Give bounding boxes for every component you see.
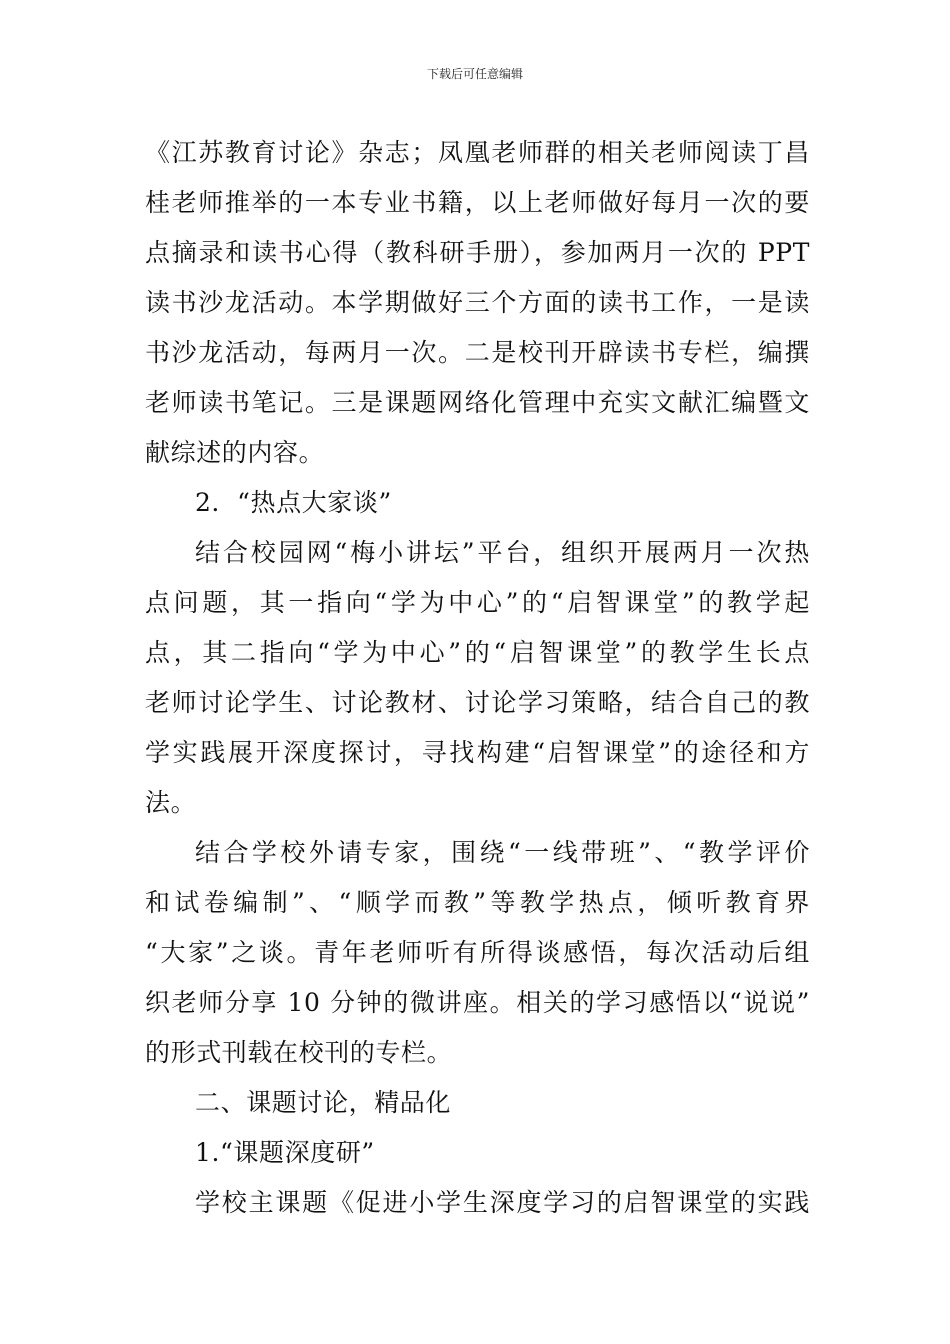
document-body xyxy=(145,128,810,1228)
text-line: 和试卷编制”、“顺学而教”等教学热点，倾听教育界 xyxy=(145,888,810,917)
text-line: 点，其二指向“学为中心”的“启智课堂”的教学生长点 xyxy=(145,638,810,667)
text-line: 的形式刊载在校刊的专栏。 xyxy=(145,1038,453,1067)
text-line: 《江苏教育讨论》杂志；凤凰老师群的相关老师阅读丁昌 xyxy=(145,138,810,167)
page-header: 下载后可任意编辑 xyxy=(426,67,523,81)
text-line: 点问题，其一指向“学为中心”的“启智课堂”的教学起 xyxy=(145,588,810,617)
text-line: 点摘录和读书心得（教科研手册），参加两月一次的 PPT xyxy=(145,238,810,267)
text-line: 学实践展开深度探讨，寻找构建“启智课堂”的途径和方 xyxy=(145,738,810,767)
subsection-heading: 1.“课题深度研” xyxy=(195,1138,375,1167)
text-line: 法。 xyxy=(145,788,197,817)
text-line: “大家”之谈。青年老师听有所得谈感悟，每次活动后组 xyxy=(145,938,810,967)
text-line: 结合校园网“梅小讲坛”平台，组织开展两月一次热 xyxy=(195,538,810,567)
text-line: 书沙龙活动，每两月一次。二是校刊开辟读书专栏，编撰 xyxy=(145,338,810,367)
text-line: 桂老师推举的一本专业书籍，以上老师做好每月一次的要 xyxy=(145,188,810,217)
text-line: 老师讨论学生、讨论教材、讨论学习策略，结合自己的教 xyxy=(145,688,810,717)
text-line: 献综述的内容。 xyxy=(145,438,325,467)
text-line: 读书沙龙活动。本学期做好三个方面的读书工作，一是读 xyxy=(145,288,810,317)
text-line: 结合学校外请专家，围绕“一线带班”、“教学评价 xyxy=(195,838,810,867)
text-line: 学校主课题《促进小学生深度学习的启智课堂的实践 xyxy=(195,1188,810,1217)
text-line: 老师读书笔记。三是课题网络化管理中充实文献汇编暨文 xyxy=(145,388,810,417)
section-heading: 2．“热点大家谈” xyxy=(195,488,392,517)
text-line: 织老师分享 10 分钟的微讲座。相关的学习感悟以“说说” xyxy=(145,988,810,1017)
section-heading: 二、课题讨论，精品化 xyxy=(195,1088,452,1117)
